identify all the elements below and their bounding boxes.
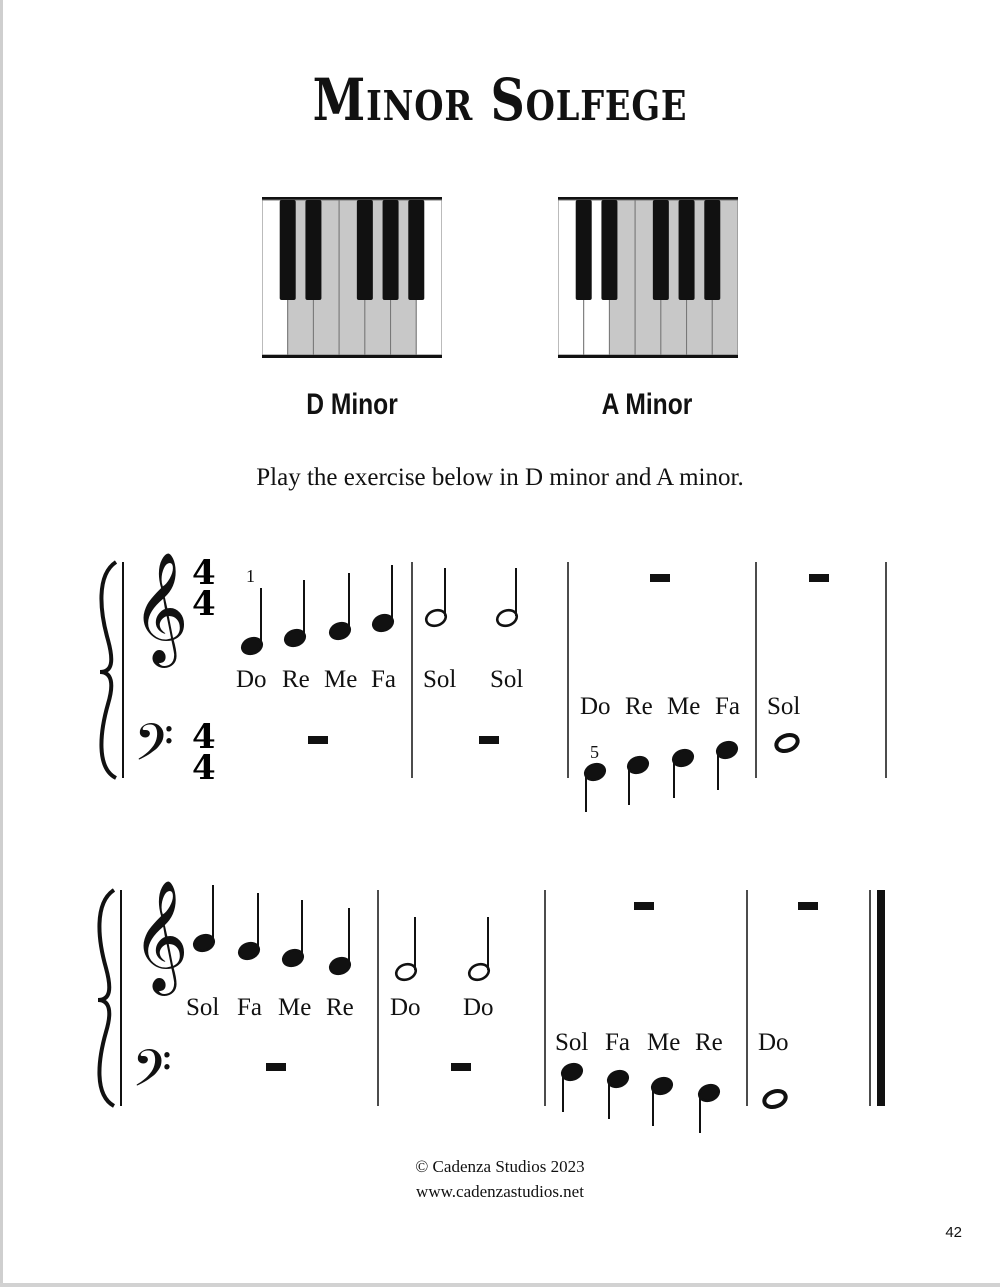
half-note [495, 568, 519, 628]
solfege-syllable: Do [390, 994, 421, 1021]
keyboard-label-d-minor: D Minor [306, 388, 398, 421]
solfege-syllable: Me [278, 994, 312, 1021]
solfege-syllable: Me [324, 666, 358, 693]
quarter-note [281, 900, 305, 968]
quarter-note [328, 908, 352, 976]
solfege-syllable: Sol [423, 666, 457, 693]
website-text: www.cadenzastudios.net [416, 1182, 584, 1201]
quarter-note [715, 740, 739, 790]
whole-rest [798, 902, 818, 910]
quarter-note [671, 748, 695, 798]
whole-note [762, 1088, 788, 1110]
solfege-syllable: Re [625, 693, 653, 720]
copyright-text: © Cadenza Studios 2023 [415, 1157, 585, 1176]
whole-rest [650, 574, 670, 582]
solfege-syllable: Do [236, 666, 267, 693]
half-note [394, 917, 418, 982]
instruction-text: Play the exercise below in D minor and A minor. [256, 464, 744, 491]
brace [98, 890, 114, 1106]
quarter-note [650, 1076, 674, 1126]
quarter-note [560, 1062, 584, 1112]
whole-rest [266, 1063, 286, 1071]
bass-clef-icon: 𝄢 [134, 712, 174, 785]
quarter-note [697, 1083, 721, 1133]
final-barline-thick [877, 890, 885, 1106]
treble-clef-icon: 𝄞 [132, 551, 189, 663]
whole-rest [479, 736, 499, 744]
whole-rest [809, 574, 829, 582]
time-sig-bass-top: 4 [192, 717, 216, 757]
half-note [424, 568, 448, 628]
solfege-syllable: Fa [371, 666, 396, 693]
page-title: Minor Solfege [312, 66, 688, 134]
solfege-syllable: Sol [767, 693, 801, 720]
solfege-syllable: Do [463, 994, 494, 1021]
finger-number: 5 [590, 742, 599, 762]
treble-clef-icon: 𝄞 [132, 879, 189, 991]
page-number: 42 [945, 1224, 962, 1241]
quarter-note [240, 588, 264, 656]
quarter-note [328, 573, 352, 641]
solfege-syllable: Fa [237, 994, 262, 1021]
whole-note [774, 732, 800, 754]
time-sig-treble-bottom: 4 [192, 584, 216, 624]
whole-rest [451, 1063, 471, 1071]
solfege-syllable: Do [580, 693, 611, 720]
solfege-syllable: Re [282, 666, 310, 693]
solfege-syllable: Sol [186, 994, 220, 1021]
bass-clef-icon: 𝄢 [132, 1038, 172, 1111]
solfege-syllable: Me [647, 1029, 681, 1056]
solfege-syllable: Sol [490, 666, 524, 693]
quarter-note [583, 762, 607, 812]
whole-rest [308, 736, 328, 744]
solfege-syllable: Sol [555, 1029, 589, 1056]
finger-number: 1 [246, 566, 255, 586]
solfege-syllable: Re [695, 1029, 723, 1056]
brace [100, 562, 116, 778]
solfege-syllable: Re [326, 994, 354, 1021]
quarter-note [626, 755, 650, 805]
quarter-note [371, 565, 395, 633]
quarter-note [192, 885, 216, 953]
half-note [467, 917, 491, 982]
solfege-syllable: Fa [605, 1029, 630, 1056]
time-sig-treble-top: 4 [192, 553, 216, 593]
whole-rest [634, 902, 654, 910]
solfege-syllable: Me [667, 693, 701, 720]
solfege-syllable: Fa [715, 693, 740, 720]
quarter-note [283, 580, 307, 648]
quarter-note [606, 1069, 630, 1119]
quarter-note [237, 893, 261, 961]
time-sig-bass-bottom: 4 [192, 748, 216, 788]
solfege-syllable: Do [758, 1029, 789, 1056]
keyboard-label-a-minor: A Minor [601, 388, 693, 421]
